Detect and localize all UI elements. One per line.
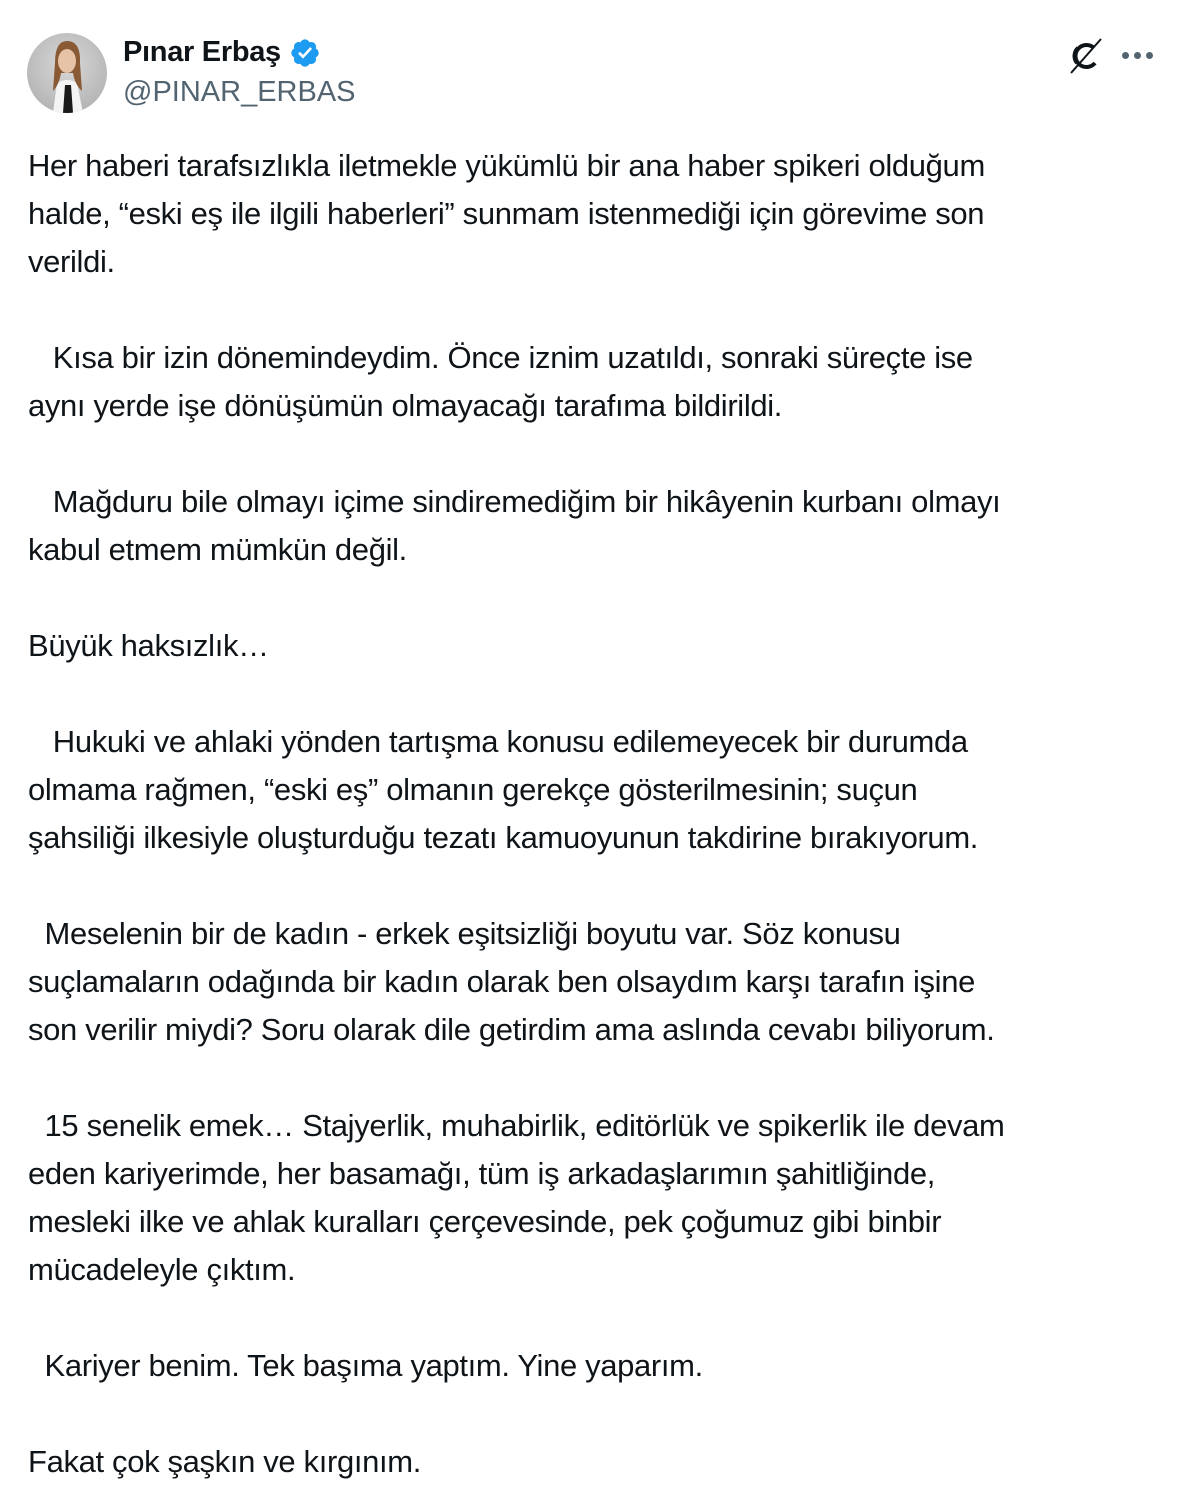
verified-badge-icon xyxy=(289,37,321,69)
tweet-text-line: kabul etmem mümkün değil. xyxy=(28,532,407,567)
author-handle[interactable]: @PINAR_ERBAS xyxy=(123,76,356,108)
tweet-text-line: Büyük haksızlık… xyxy=(28,628,269,663)
tweet-text-line: eden kariyerimde, her basamağı, tüm iş arkadaşlarımın şahitliğinde, xyxy=(28,1156,935,1191)
tweet-text-line xyxy=(28,286,1004,334)
more-options-icon[interactable] xyxy=(1122,40,1158,70)
avatar[interactable] xyxy=(27,33,107,113)
tweet-text-line: şahsiliği ilkesiyle oluşturduğu tezatı kamuoyunun takdirine bırakıyorum. xyxy=(28,820,979,855)
author-name[interactable]: Pınar Erbaş xyxy=(123,36,281,68)
tweet-text-line: son verilir miydi? Soru olarak dile getirdim ama aslında cevabı biliyorum. xyxy=(28,1012,995,1047)
tweet-text-line: Meselenin bir de kadın - erkek eşitsizliği boyutu var. Söz konusu xyxy=(28,916,901,951)
tweet-text-line: Fakat çok şaşkın ve kırgınım. xyxy=(28,1444,421,1479)
tweet-text-line: 15 senelik emek… Stajyerlik, muhabirlik, editörlük ve spikerlik ile devam xyxy=(28,1108,1005,1143)
tweet-text-line xyxy=(28,1390,1004,1438)
tweet-text-line xyxy=(28,862,1004,910)
tweet-text-line xyxy=(28,574,1004,622)
tweet-text-line: Kariyer benim. Tek başıma yaptım. Yine yaparım. xyxy=(28,1348,703,1383)
tweet-text-line xyxy=(28,1294,1004,1342)
tweet-text-line: Her haberi tarafsızlıkla iletmekle yükümlü bir ana haber spikeri olduğum xyxy=(28,148,985,183)
tweet-text-line: Hukuki ve ahlaki yönden tartışma konusu edilemeyecek bir durumda xyxy=(28,724,968,759)
tweet-text-line: olmama rağmen, “eski eş” olmanın gerekçe gösterilmesinin; suçun xyxy=(28,772,918,807)
tweet-text-line: Kısa bir izin dönemindeydim. Önce iznim uzatıldı, sonraki süreçte ise xyxy=(28,340,973,375)
tweet-text-line: Mağduru bile olmayı içime sindiremediğim bir hikâyenin kurbanı olmayı xyxy=(28,484,1001,519)
tweet-text-line: mücadeleyle çıktım. xyxy=(28,1252,296,1287)
tweet-text-line xyxy=(28,430,1004,478)
tweet-text-line: halde, “eski eş ile ilgili haberleri” sunmam istenmediği için görevime son xyxy=(28,196,985,231)
grok-icon[interactable] xyxy=(1066,36,1106,76)
tweet-text-line: mesleki ilke ve ahlak kuralları çerçevesinde, pek çoğumuz gibi binbir xyxy=(28,1204,942,1239)
tweet-text-line xyxy=(28,670,1004,718)
tweet-text-line: suçlamaların odağında bir kadın olarak ben olsaydım karşı tarafın işine xyxy=(28,964,976,999)
tweet-text xyxy=(28,142,1004,1486)
tweet-text-line: verildi. xyxy=(28,244,115,279)
tweet-text-line xyxy=(28,1054,1004,1102)
tweet-text-line: aynı yerde işe dönüşümün olmayacağı tarafıma bildirildi. xyxy=(28,388,783,423)
